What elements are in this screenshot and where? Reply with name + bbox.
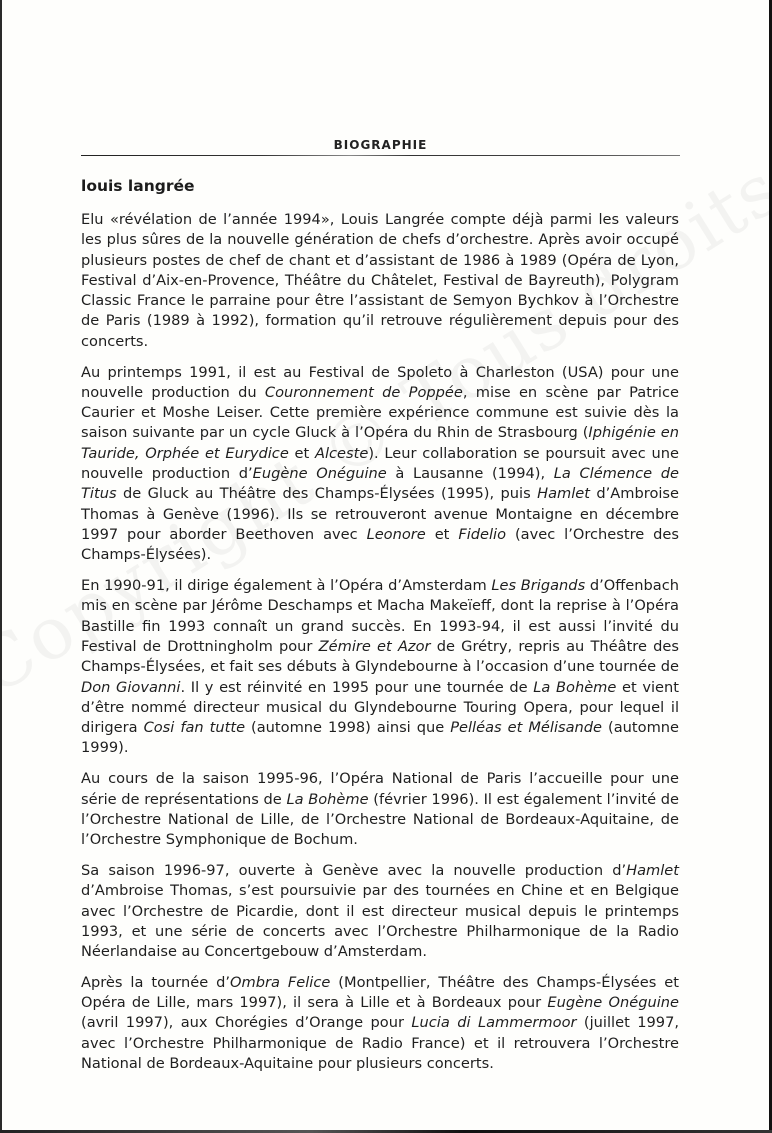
section-header: BIOGRAPHIE: [333, 138, 428, 152]
text-run: d’Ambroise Thomas à Genève (1996). Ils se retrouveront avenue Montaigne en décembre 1997 pour aborder Beethoven avec: [81, 485, 680, 543]
paragraph: [81, 973, 679, 1074]
text-run: Au cours de la saison 1995-96, l’Opéra National de Paris l’accueille pour une série de représentations de: [81, 770, 679, 808]
work-title: Leonore: [366, 525, 426, 543]
work-title: Ombra Felice: [230, 973, 331, 991]
text-run: Elu «révélation de l’année 1994», Louis Langrée compte déjà parmi les valeurs les plus sûres de la nouvelle génération de chefs d’orchestre. Après avoir occupé plusieurs postes de chef de chant et d’assistant de 1986 à 1989 (Opéra de Lyon, Festival d’Aix-en-Provence, Théâtre du Châtelet, Festival de Bayreuth), Polygram Classic France le parraine pour être l’assistant de Semyon Bychkov à l’Orchestre de Paris (1989 à 1992), formation qu’il retrouve régulièrement depuis pour des concerts.: [81, 211, 679, 350]
text-run: (Montpellier, Théâtre des Champs-Élysées et Opéra de Lille, mars 1997), il sera à Lille et à Bordeaux pour: [81, 973, 679, 1012]
text-run: Au printemps 1991, il est au Festival de Spoleto à Charleston (USA) pour une nouvelle production du: [81, 363, 679, 401]
header-rule: [81, 155, 680, 156]
text-run: , mise en scène par Patrice Caurier et Moshe Leiser. Cette première expérience commune est suivie dès la saison suivante par un cycle Gluck à l’Opéra du Rhin de Strasbourg (: [81, 383, 679, 442]
work-title: Cosi fan tutte: [143, 719, 246, 737]
work-title: La Bohème: [286, 790, 369, 808]
text-run: . Il y est réinvité en 1995 pour une tournée de: [180, 678, 534, 696]
text-run: de Gluck au Théâtre des Champs-Élysées (1995), puis: [116, 485, 538, 503]
text-run: (février 1996). Il est également l’invité de l’Orchestre National de Lille, de l’Orchestre National de Bordeaux-Aquitaine, de l’Orchestre Symphonique de Bochum.: [81, 790, 679, 849]
work-title: Don Giovanni: [81, 678, 181, 696]
text-run: et: [288, 444, 315, 462]
paragraph: [81, 210, 679, 352]
text-run: à Lausanne (1994),: [386, 465, 554, 483]
biography-title: louis langrée: [81, 177, 195, 195]
text-run: d’Ambroise Thomas, s’est poursuivie par des tournées en Chine et en Belgique avec l’Orchestre de Picardie, dont il est directeur musical depuis le printemps 1993, et une série de concerts avec l’Orchestre Philharmonique de la Radio Néerlandaise au Concertgebouw d’Amsterdam.: [81, 882, 679, 961]
work-title: Eugène Onéguine: [252, 465, 387, 483]
text-run: En 1990-91, il dirige également à l’Opéra d’Amsterdam: [81, 577, 492, 595]
paragraph: [81, 769, 679, 850]
work-title: Les Brigands: [491, 577, 586, 595]
text-run: ). Leur collaboration se poursuit avec une nouvelle production d’: [81, 444, 679, 483]
work-title: La Bohème: [533, 678, 617, 696]
text-run: et vient d’être nommé directeur musical du Glyndebourne Touring Opera, pour lequel il dirigera: [81, 678, 680, 737]
work-title: Couronnement de Poppée: [264, 383, 463, 401]
text-run: et: [425, 525, 459, 543]
text-run: (automne 1999).: [81, 719, 680, 757]
scan-edge-left: [0, 0, 2, 1133]
text-run: (avec l’Orchestre des Champs-Élysées).: [81, 525, 679, 564]
work-title: Fidelio: [458, 525, 507, 543]
text-run: d’Offenbach mis en scène par Jérôme Deschamps et Macha Makeïeff, dont la reprise à l’Opéra Bastille fin 1993 connaît un grand succès. En 1993-94, il est aussi l’invité du Festival de Drottningholm pour: [81, 577, 680, 655]
text-run: de Grétry, repris au Théâtre des Champs-Élysées, et fait ses débuts à Glyndebourne à l’occasion d’une tournée de: [81, 637, 680, 676]
text-run: (juillet 1997, avec l’Orchestre Philharmonique de Radio France) et il retrouvera l’Orchestre National de Bordeaux-Aquitaine pour plusieurs concerts.: [81, 1014, 679, 1073]
paragraph: [81, 576, 679, 759]
text-run: (automne 1998) ainsi que: [245, 719, 451, 737]
paragraph: [81, 861, 679, 962]
work-title: La Clémence de Titus: [81, 465, 679, 503]
text-run: Sa saison 1996-97, ouverte à Genève avec la nouvelle production d’: [81, 861, 627, 879]
work-title: Lucia di Lammermoor: [411, 1014, 577, 1032]
work-title: Alceste: [314, 444, 369, 462]
work-title: Hamlet: [537, 485, 590, 503]
work-title: Hamlet: [626, 861, 679, 879]
work-title: Pelléas et Mélisande: [450, 719, 603, 737]
work-title: Zémire et Azor: [318, 637, 431, 655]
text-run: (avril 1997), aux Chorégies d’Orange pour: [81, 1014, 412, 1032]
paragraph: [81, 363, 679, 566]
work-title: Eugène Onéguine: [547, 994, 679, 1012]
work-title: Iphigénie en Tauride, Orphée et Eurydice: [81, 424, 680, 462]
text-run: Après la tournée d’: [81, 973, 231, 991]
biography-body: [81, 210, 679, 1085]
